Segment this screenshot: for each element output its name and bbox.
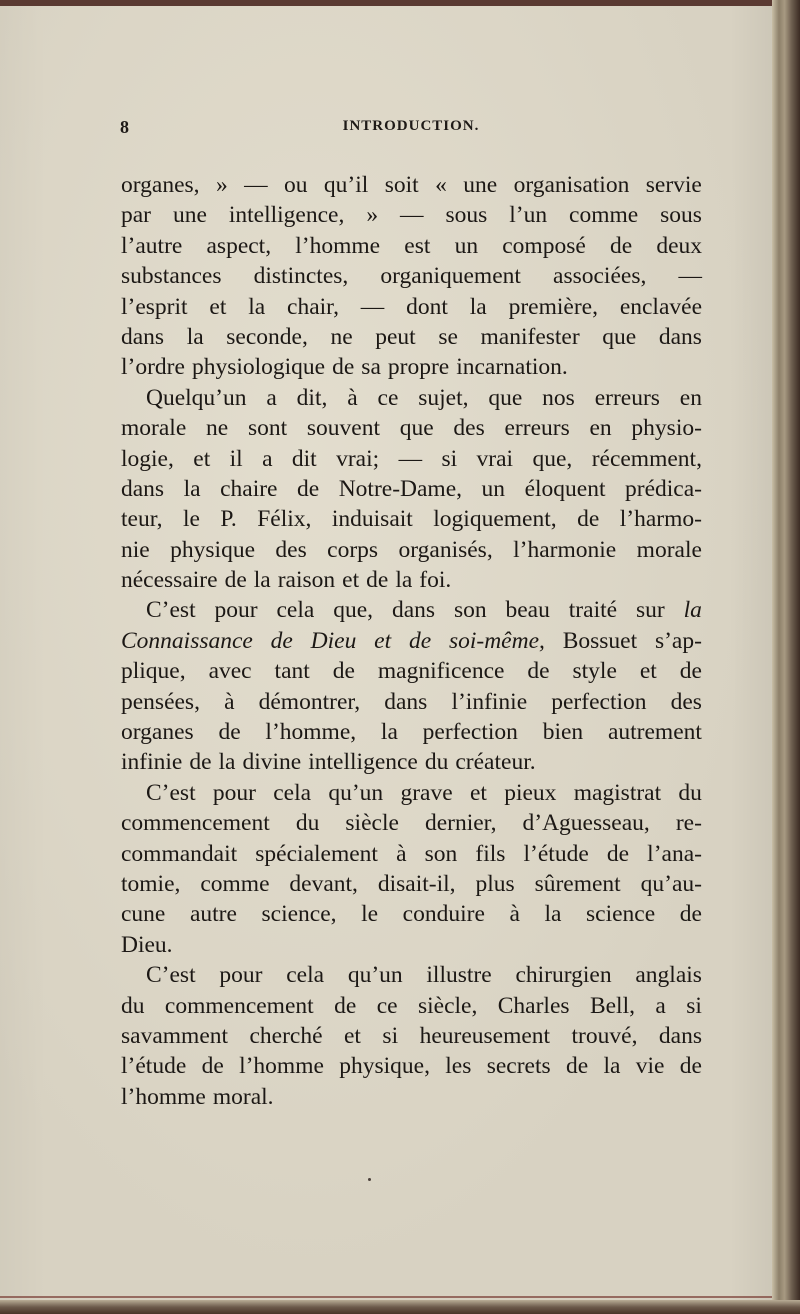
word: siècle [345,810,399,837]
word: sous [445,202,488,229]
word: prédica- [625,475,702,502]
word: Dieu. [121,931,173,958]
word: illustre [426,962,492,989]
word: — [400,202,424,229]
word: de [218,719,241,746]
word: la [218,749,236,776]
text-line [121,565,702,595]
text-line [121,170,702,200]
word: et [209,293,227,320]
word: distinctes, [253,263,349,290]
word: composé [502,232,586,259]
word: sont [247,415,288,442]
word: chaire [220,475,278,502]
text-line [121,747,702,777]
word: morale [636,536,702,563]
word: physio- [631,415,702,442]
word: qu’un [347,962,403,989]
text-line [121,231,702,261]
text-line [121,717,702,747]
word: ce [377,384,399,411]
word: du [121,992,145,1019]
word: à [224,688,235,715]
word: qu’il [323,172,369,198]
word: démontrer, [258,688,361,715]
word: pour [219,962,263,989]
word: ou [284,172,308,198]
word: à [347,384,358,411]
text-line [121,535,702,565]
word: infinie [121,749,183,776]
word: il [229,445,243,472]
word: l’un [509,202,548,229]
word: si [382,1022,399,1049]
text-line [121,352,702,382]
word: avec [208,658,252,685]
word: s’ap- [654,627,702,654]
word: autrement [607,719,702,746]
word: créateur. [455,749,536,776]
text-line [121,1051,702,1081]
word: l’étude [121,1053,187,1080]
text-line [121,261,702,291]
word: C’est [146,779,196,806]
word: l’ordre [121,354,185,381]
word: la [380,719,398,746]
word: ne [330,323,353,350]
text-line [121,687,702,717]
word: du [678,779,702,806]
word: devant, [289,870,358,897]
word: plus [475,870,515,897]
word: science, [261,901,337,928]
bottom-rule [0,1296,776,1298]
text-line [121,200,702,230]
text-line [121,778,702,808]
word: de [366,567,389,594]
word: ce [376,992,398,1019]
word: anglais [635,962,702,989]
text-line [121,869,702,899]
word: propre [387,354,450,381]
word: sous [660,202,702,229]
text-line [121,808,702,838]
word: et [344,1022,361,1049]
word: souvent [306,415,380,442]
word: la [544,901,562,928]
word: Félix, [257,506,312,533]
word: induisait [331,506,413,533]
word: moral. [212,1083,274,1110]
word: organes [121,719,194,746]
word: a [262,445,273,472]
word: logiquement, [433,506,557,533]
page-number: 8 [120,117,129,137]
word: » [215,172,228,198]
word: de [606,840,630,867]
word: perfection [422,719,518,746]
word: de [577,506,600,533]
word: bien [542,719,584,746]
word: conduire [402,901,485,928]
word: dans [384,688,428,715]
word: par [121,202,152,229]
word: cela [276,597,315,624]
word: beau [505,597,550,624]
word: a [266,384,277,411]
word: perfection [551,688,647,715]
word: et [342,567,360,594]
word: intelligence [308,749,418,776]
word: que, [333,597,374,624]
word: nos [542,384,575,411]
word: en [679,384,702,411]
word: de [332,354,355,381]
word: physique [170,536,255,563]
word: si [686,992,702,1019]
word: la [603,1053,621,1080]
text-line [121,504,702,534]
word: trouvé, [571,1022,638,1049]
word: de [201,1053,224,1080]
word: l’homme [239,1053,324,1080]
word: cela [273,779,312,806]
text-line [121,1021,702,1051]
word: de [679,658,702,685]
word: magnificence [377,658,505,685]
word: tomie, [121,870,181,897]
word: magistrat [573,779,662,806]
word: vie [635,1053,665,1080]
word: les [445,1053,472,1080]
text-line [121,413,702,443]
word: une [463,172,498,198]
word: l’homme [295,232,381,259]
word: re- [675,810,702,837]
word: le [182,506,200,533]
word: physique, [339,1053,430,1080]
word: sujet, [418,384,469,411]
text-line [121,991,702,1021]
word: soit [384,172,419,198]
word: et [469,779,487,806]
word: divine [242,749,302,776]
word: qu’un [328,779,384,806]
word: comme [569,202,639,229]
word: siècle, [417,992,478,1019]
word: style [572,658,617,685]
text-line [121,930,702,960]
running-head: INTRODUCTION. [342,118,480,134]
word: l’harmo- [619,506,702,533]
word: intelligence, [228,202,345,229]
word: la [248,293,266,320]
word: spécialement [255,840,378,867]
word: Bell, [589,992,635,1019]
word: à [396,840,407,867]
word: chair, [287,293,339,320]
word: servie [645,172,702,198]
word: commencement [164,992,314,1019]
word: — [244,172,268,198]
word: comme [200,870,270,897]
word: erreurs [504,415,570,442]
word: fils [475,840,506,867]
word: sur [635,597,665,624]
word: se [438,323,458,350]
word: la [183,475,201,502]
word: associées, [553,263,647,290]
word: son [453,597,487,624]
word: » [366,202,379,229]
word: aspect, [206,232,272,259]
word: dernier, [424,810,497,837]
word: que [602,323,637,350]
word: l’infinie [451,688,528,715]
word: savamment [121,1022,229,1049]
word: dans [391,597,436,624]
word: et [193,445,211,472]
word: dit, [296,384,328,411]
word: pour [214,597,258,624]
word: de [332,658,355,685]
word: de [609,232,633,259]
word: que [488,384,523,411]
word: l’ana- [647,840,702,867]
word: de [297,475,320,502]
word: est [404,232,431,259]
word: nécessaire [121,567,218,594]
word: deux [656,232,702,259]
word: et [374,627,392,654]
word: secrets [486,1053,551,1080]
word: cela [286,962,325,989]
word: Dieu [310,627,357,654]
word: corps [327,536,379,563]
word: de [527,658,550,685]
word: le [361,901,379,928]
word: cune [121,901,166,928]
text-line [121,626,702,656]
word: organisation [513,172,630,198]
word: l’esprit [121,293,188,320]
word: première, [508,293,598,320]
word: dans [121,475,165,502]
word: commandait [121,840,238,867]
text-line [121,292,702,322]
text-line [121,595,702,625]
word: de [224,567,247,594]
word: que, [532,445,573,472]
word: Charles [497,992,570,1019]
word: sûrement [534,870,621,897]
word: chirurgien [515,962,612,989]
word: a [655,992,666,1019]
word: la [469,293,487,320]
page-stack-edge [772,0,800,1314]
word: l’homme, [265,719,357,746]
text-line [121,444,702,474]
word: — [678,263,702,290]
text-line [121,839,702,869]
word: l’autre [121,232,183,259]
word: Quelqu’un [146,384,247,411]
word: de [679,1053,702,1080]
word: organisés, [398,536,493,563]
word: de [334,992,357,1019]
word: tant [274,658,310,685]
word: dans [658,323,702,350]
word: une [172,202,207,229]
text-line [121,474,702,504]
word: en [589,415,612,442]
text-line [121,899,702,929]
word: pieux [504,779,557,806]
word: et [639,658,657,685]
page-header [120,117,702,141]
text-line [121,322,702,352]
word: commencement [121,810,270,837]
word: C’est [146,597,196,624]
word: organes, [121,172,200,198]
word: soi-même, [448,627,545,654]
word: l’homme [121,1083,206,1110]
text-line [121,656,702,686]
word: de [565,1053,589,1080]
word: de [408,627,432,654]
word: que [399,415,434,442]
word: du [295,810,320,837]
word: enclavée [619,293,702,320]
word: erreurs [594,384,660,411]
word: vrai; [336,445,380,472]
word: teur, [121,506,163,533]
word: peut [375,323,416,350]
text-line [121,1082,702,1112]
word: foi. [419,567,452,594]
word: dans [121,323,165,350]
word: incarnation. [456,354,568,381]
word: Notre-Dame, [338,475,463,502]
word: Bossuet [562,627,638,654]
word: un [481,475,506,502]
word: ne [206,415,229,442]
word: « [435,172,447,198]
word: la [395,567,413,594]
bottom-binding-edge [0,1300,800,1314]
word: cherché [249,1022,323,1049]
word: grave [400,779,453,806]
word: des [453,415,485,442]
word: l’étude [523,840,589,867]
word: de [679,901,702,928]
word: plique, [121,658,186,685]
word: raison [277,567,336,594]
word: traité [568,597,618,624]
word: un [454,232,479,259]
top-binding-edge [0,0,800,6]
word: la [253,567,271,594]
word: à [509,901,520,928]
word: de [270,627,293,654]
word: disait-il, [377,870,456,897]
word: récemment, [591,445,702,472]
word: la [186,323,204,350]
word: heureusement [419,1022,551,1049]
word: dont [406,293,448,320]
word: vrai [476,445,514,472]
word: la [683,597,702,624]
word: d’Aguesseau, [522,810,650,837]
word: si [441,445,458,472]
word: éloquent [524,475,606,502]
word: science [586,901,656,928]
word: du [424,749,449,776]
word: C’est [146,962,196,989]
word: sa [361,354,381,381]
word: logie, [121,445,174,472]
word: nie [121,536,150,563]
word: des [275,536,307,563]
word: pensées, [121,688,200,715]
word: de [189,749,212,776]
word: pour [212,779,256,806]
word: morale [121,415,187,442]
word: qu’au- [640,870,702,897]
word: manifester [480,323,580,350]
word: seconde, [226,323,308,350]
text-line [121,383,702,413]
word: des [670,688,702,715]
word: dans [658,1022,702,1049]
word: physiologique [191,354,326,381]
text-line [121,960,702,990]
word: — [398,445,423,472]
word: P. [220,506,237,533]
word: substances [121,263,222,290]
word: son [424,840,458,867]
body-text [121,170,702,1112]
word: — [360,293,385,320]
word: autre [189,901,237,928]
word: Connaissance [121,627,253,654]
word: dit [291,445,317,472]
word: organiquement [380,263,521,290]
printer-dot [368,1178,371,1181]
word: l’harmonie [513,536,617,563]
